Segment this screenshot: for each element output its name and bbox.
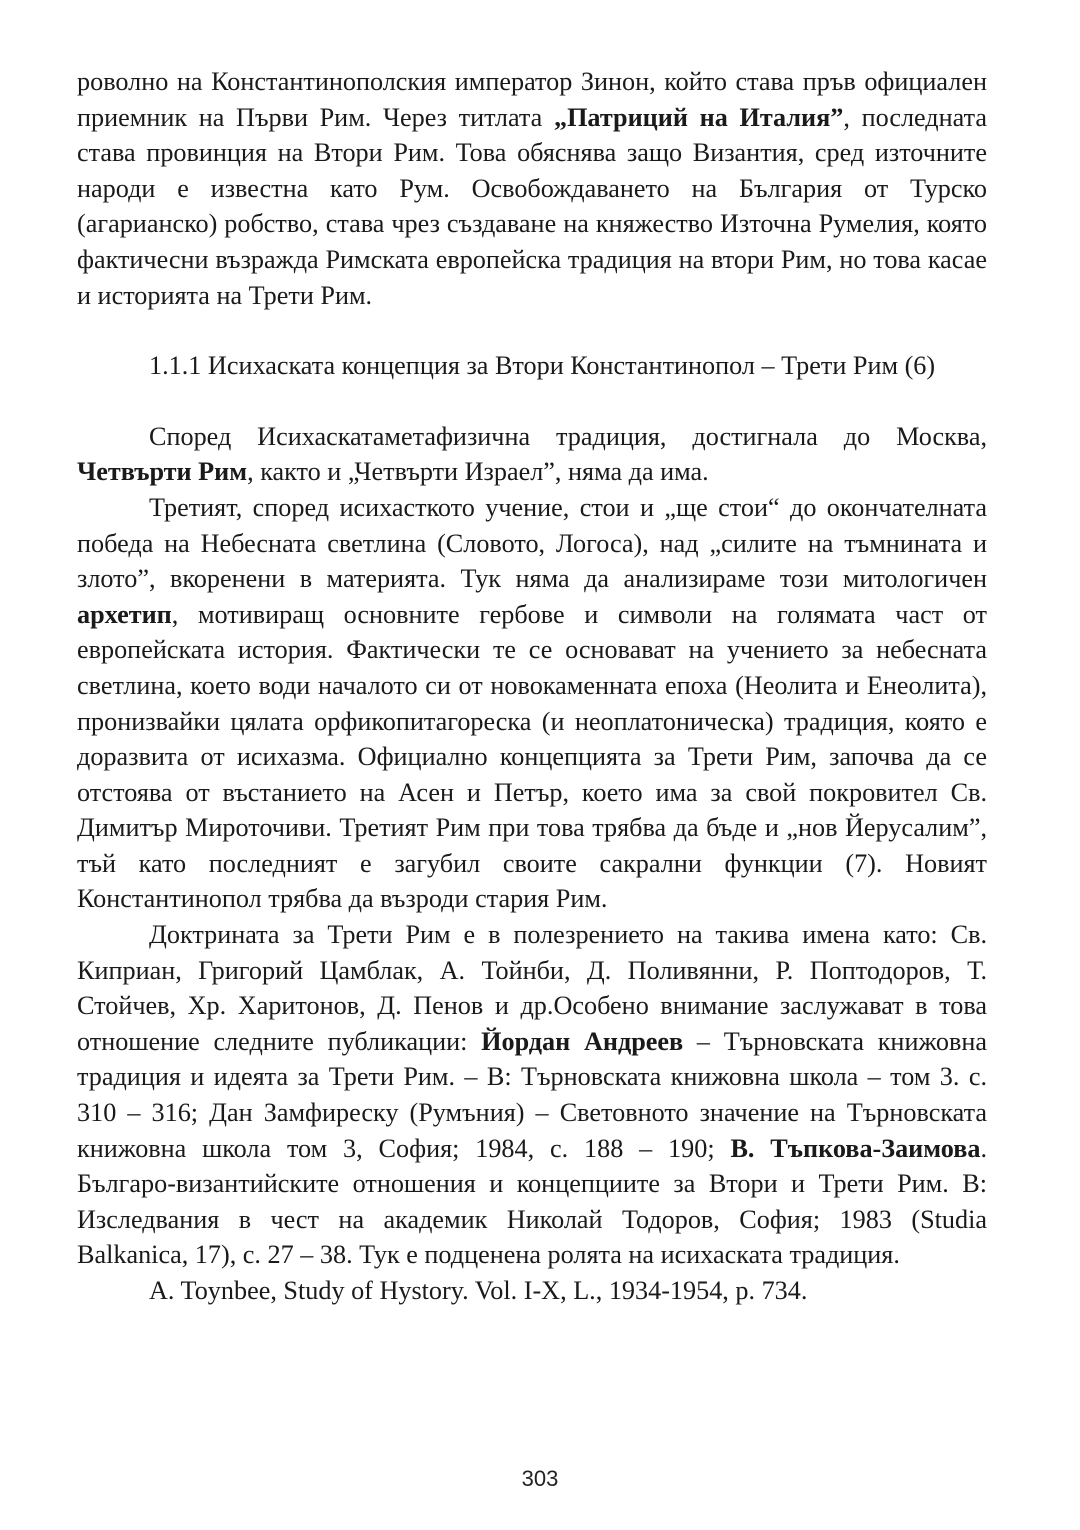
paragraph-3-bold-term: архетип — [77, 599, 172, 629]
paragraph-third-rome — [77, 490, 987, 917]
paragraph-1-text-1: роволно на Константинополския император Зинон, който става пръв официален приемник на Първи Рим. Через титлата — [77, 67, 987, 132]
paragraph-4-bold-author-2: В. Тъпкова-Заимова — [730, 1133, 981, 1163]
paragraph-3-text-1: Третият, според исихасткото учение, стои и „ще стои“ до окончателната победа на Небесната светлина (Словото, Логоса), над „силите на тъмнината и злото”, вкоренени в материята. Тук няма да анализираме този митологичен — [77, 492, 987, 594]
paragraph-4-text-3: . Българо-византийските отношения и концепциите за Втори и Трети Рим. В: Изследвания в чест на академик Николай Тодоров, София; 1983 (Studia Balkanica, 17), с. 27 – 38. Тук е подценена ролята на исихаската традиция. — [77, 1133, 987, 1270]
paragraph-4-text-2: – Търновската книжовна традиция и идеята за Трети Рим. – В: Търновската книжовна школа – том 3. с. 310 – 316; Дан Замфиреску (Румъния) – Световното значение на Търновската книжовна школа том 3, София; 1984, с. 188 – 190; — [77, 1026, 987, 1163]
paragraph-2-text-2: , както и „Четвърти Израел”, няма да има. — [247, 457, 709, 487]
paragraph-2-text-1: Според Исихаскатаметафизична традиция, достигнала до Москва, — [149, 421, 987, 451]
paragraph-2-bold-term: Четвърти Рим — [77, 457, 248, 487]
section-heading: 1.1.1 Исихаската концепция за Втори Константинопол – Трети Рим (6) — [149, 351, 936, 381]
paragraph-hesychast-tradition — [77, 419, 987, 490]
paragraph-1-text-2: , последната става провинция на Втори Рим. Това обяснява защо Византия, сред източните народи е известна като Рум. Освобождаването на България от Турско (агарианско) робство, става чрез създаване на княжество Източна Румелия, която фактичесни възражда Римската европейска традиция на втори Рим, но това касае и историята на Трети Рим. — [77, 102, 987, 310]
paragraph-3-text-2: , мотивиращ основните гербове и символи на голямата част от европейската история. Фактически те се основават на учението за небесната светлина, което води началото си от новокаменната епоха (Неолита и Енеолита), пронизвайки цялата орфикопитагореска (и неоплатоническа) традиция, която е доразвита от исихазма. Официално концепцията за Трети Рим, започва да се отстоява от въстанието на Асен и Петър, което има за свой покровител Св. Димитър Мироточиви. Третият Рим при това трябва да бъде и „нов Йерусалим”, тъй като последният е загубил своите сакрални функции (7). Новият Константинопол трябва да възроди стария Рим. — [77, 599, 987, 914]
page-number: 303 — [521, 1466, 559, 1491]
page-body — [77, 64, 987, 1309]
paragraph-doctrine-references — [77, 917, 987, 1273]
paragraph-4-text-1: Доктрината за Трети Рим е в полезрението на такива имена като: Св. Киприан, Григорий Цамблак, А. Тойнби, Д. Поливянни, Р. Поптодоров, Т. Стойчев, Хр. Харитонов, Д. Пенов и др.Особено внимание заслужават в това отношение следните публикации: — [77, 920, 987, 1056]
paragraph-toynbee-reference: A. Toynbee, Study of Hystory. Vol. I-X, L., 1934-1954, p. 734. — [149, 1276, 808, 1305]
paragraph-continuation — [77, 64, 987, 313]
paragraph-1-bold-term: „Патриций на Италия” — [553, 102, 844, 132]
paragraph-4-bold-author-1: Йордан Андреев — [481, 1026, 684, 1056]
